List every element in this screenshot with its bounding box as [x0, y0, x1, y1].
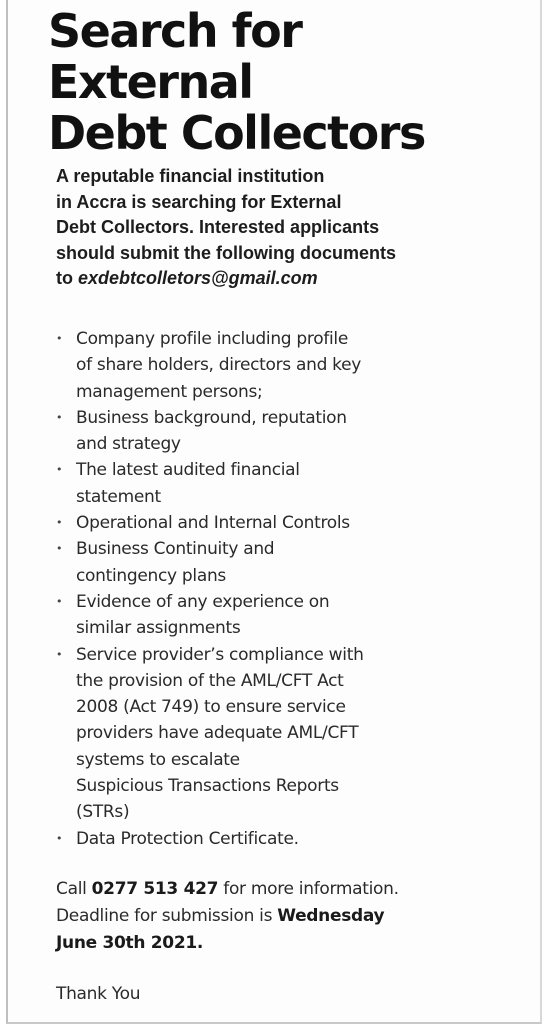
email-link[interactable]: exdebtcolletors@gmail.com [78, 268, 318, 288]
intro-to-prefix: to [56, 268, 78, 288]
title-line: Debt Collectors [48, 106, 425, 160]
list-item-line: • Service provider’s compliance with [76, 644, 364, 665]
list-item-line: • Business background, reputation [76, 407, 347, 428]
call-suffix: for more information. [218, 879, 399, 899]
phone-number[interactable]: 0277 513 427 [91, 879, 219, 899]
deadline-line [56, 903, 526, 930]
call-prefix: Call [56, 879, 92, 899]
list-item [54, 589, 524, 642]
list-item [54, 510, 524, 536]
list-item-line: providers have adequate AML/CFT [76, 723, 359, 744]
contact-info [56, 876, 526, 957]
intro-line: should submit the following documents [56, 242, 396, 263]
intro-line: A reputable financial institution [56, 166, 325, 186]
list-item [54, 326, 524, 405]
list-item-line: • Operational and Internal Controls [76, 513, 350, 534]
list-item-line: management persons; [76, 381, 263, 402]
advert-title [48, 6, 425, 159]
list-item-line: • Data Protection Certificate. [76, 828, 299, 849]
title-line: External [48, 55, 253, 109]
list-item-line: statement [76, 486, 161, 507]
contact-call-line [56, 876, 526, 903]
list-item [54, 405, 524, 458]
list-item-line: 2008 (Act 749) to ensure service [76, 697, 346, 718]
list-item [54, 642, 524, 826]
list-item-line: of share holders, directors and key [76, 355, 362, 376]
list-item-line: contingency plans [76, 565, 226, 586]
list-item-line: (STRs) [76, 802, 130, 823]
list-item-line: systems to escalate [76, 749, 240, 770]
closing-text: Thank You [56, 984, 141, 1004]
list-item [54, 826, 524, 852]
list-item [54, 457, 524, 510]
deadline-date-line [56, 930, 526, 957]
list-item [54, 536, 524, 589]
list-item-line: and strategy [76, 434, 181, 455]
list-item-line: • The latest audited financial [76, 460, 300, 481]
list-item-line: • Company profile including profile [76, 329, 349, 349]
deadline-prefix: Deadline for submission is [56, 906, 278, 926]
list-item-line: • Business Continuity and [76, 539, 275, 560]
list-item-line: • Evidence of any experience on [76, 591, 330, 612]
advert-frame [6, 0, 542, 1024]
title-line: Search for [48, 4, 302, 58]
intro-line: Debt Collectors. Interested applicants [56, 217, 380, 237]
deadline-date: June 30th 2021. [56, 933, 204, 953]
intro-line: in Accra is searching for External [56, 191, 342, 212]
list-item-line: similar assignments [76, 618, 241, 639]
deadline-day: Wednesday [277, 906, 385, 926]
intro-paragraph [56, 164, 536, 292]
list-item-line: the provision of the AML/CFT Act [76, 670, 344, 691]
requirements-list [54, 326, 524, 852]
list-item-line: Suspicious Transactions Reports [76, 776, 339, 797]
intro-email-line [56, 266, 536, 292]
